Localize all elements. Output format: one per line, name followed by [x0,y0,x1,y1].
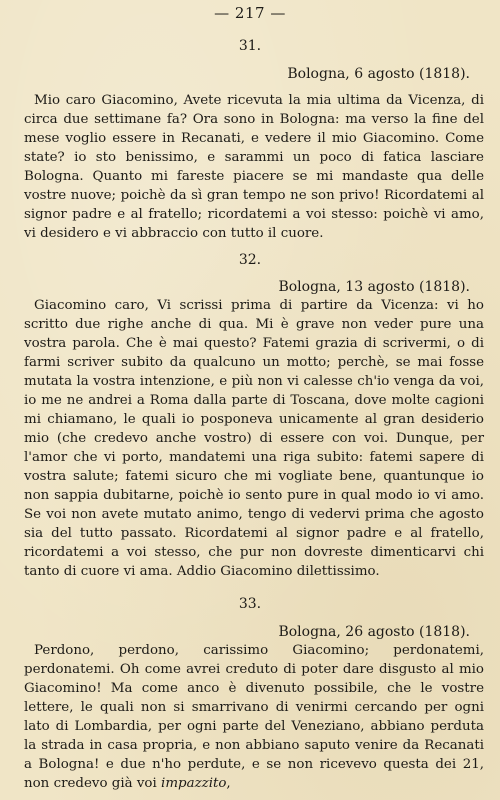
letter-number: 33. [238,596,262,612]
letter-body: Giacomino caro, Vi scrissi prima di partire da Vicenza: vi ho scritto due righe anche di qua. Mi è grave non veder pure una vostra parola. Che è mai questo? Fatemi grazia di scrivermi, o di farmi scriver subito da qualcuno un motto; perchè, se mai fosse mutata la vostra intenzione, e più non vi calesse ch'io venga da voi, io me ne andrei a Roma dalla parte di Toscana, dove molte cagioni mi chiamano, le quali io posponeva unicamente al gran desiderio mio (che credevo anche vostro) di essere con voi. Dunque, per l'amor che vi porto, mandatemi una riga subito: fatemi sapere di vostra salute; fatemi sicuro che mi vogliate bene, quantunque io non sappia dubitarne, poichè io sento pure in qual modo io vi amo. Se voi non avete mutato animo, tengo di vedervi prima che agosto sia del tutto passato. Ricordatemi al signor padre e al fratello, ricordatemi a voi stesso, che pur non dovreste dimenticarvi chi tanto di cuore vi ama. Addio Giacomino dilettissimo. [24,298,484,579]
letter-body [24,641,484,799]
letter-body-italic: impazzito [161,776,227,791]
letter-body-text: Perdono, perdono, carissimo Giacomino; perdonatemi, perdonatemi. Oh come avrei creduto di poter dare disgusto al mio Giacomino! Ma come anco è divenuto possibile, che le vostre lettere, le quali non si smarrivano di venirmi cercando per ogni lato di Lombardia, per ogni parte del Veneziano, abbiano perduta la strada in casa propria, e non abbiano saputo venire da Recanati a Bologna! e due n'ho perdute, e se non ricevevo questa dei 21, non credevo già voi [24,643,484,791]
letter-dateline: Bologna, 13 agosto (1818). [278,279,470,295]
letter-body-trailing: , [226,776,231,791]
letter-dateline: Bologna, 6 agosto (1818). [287,66,470,82]
letter-number: 32. [238,252,262,268]
letter-body: Mio caro Giacomino, Avete ricevuta la mia ultima da Vicenza, di circa due settimane fa? Ora sono in Bologna: ma verso la fine del mese voglio essere in Recanati, e vedere il mio Giacomino. Come state? io sto benissimo, e sarammi un poco di fatica lasciare Bologna. Quanto mi fareste piacere se mi mandaste qua delle vostre nuove; poichè da sì gran tempo ne son privo! Ricordatemi al signor padre e al fratello; ricordatemi a voi stesso: poichè vi amo, vi desidero e vi abbraccio con tutto il cuore. [24,93,484,241]
letter-number: 31. [238,38,262,54]
letter-dateline: Bologna, 26 agosto (1818). [278,624,470,640]
page-number: — 217 — [214,4,286,22]
